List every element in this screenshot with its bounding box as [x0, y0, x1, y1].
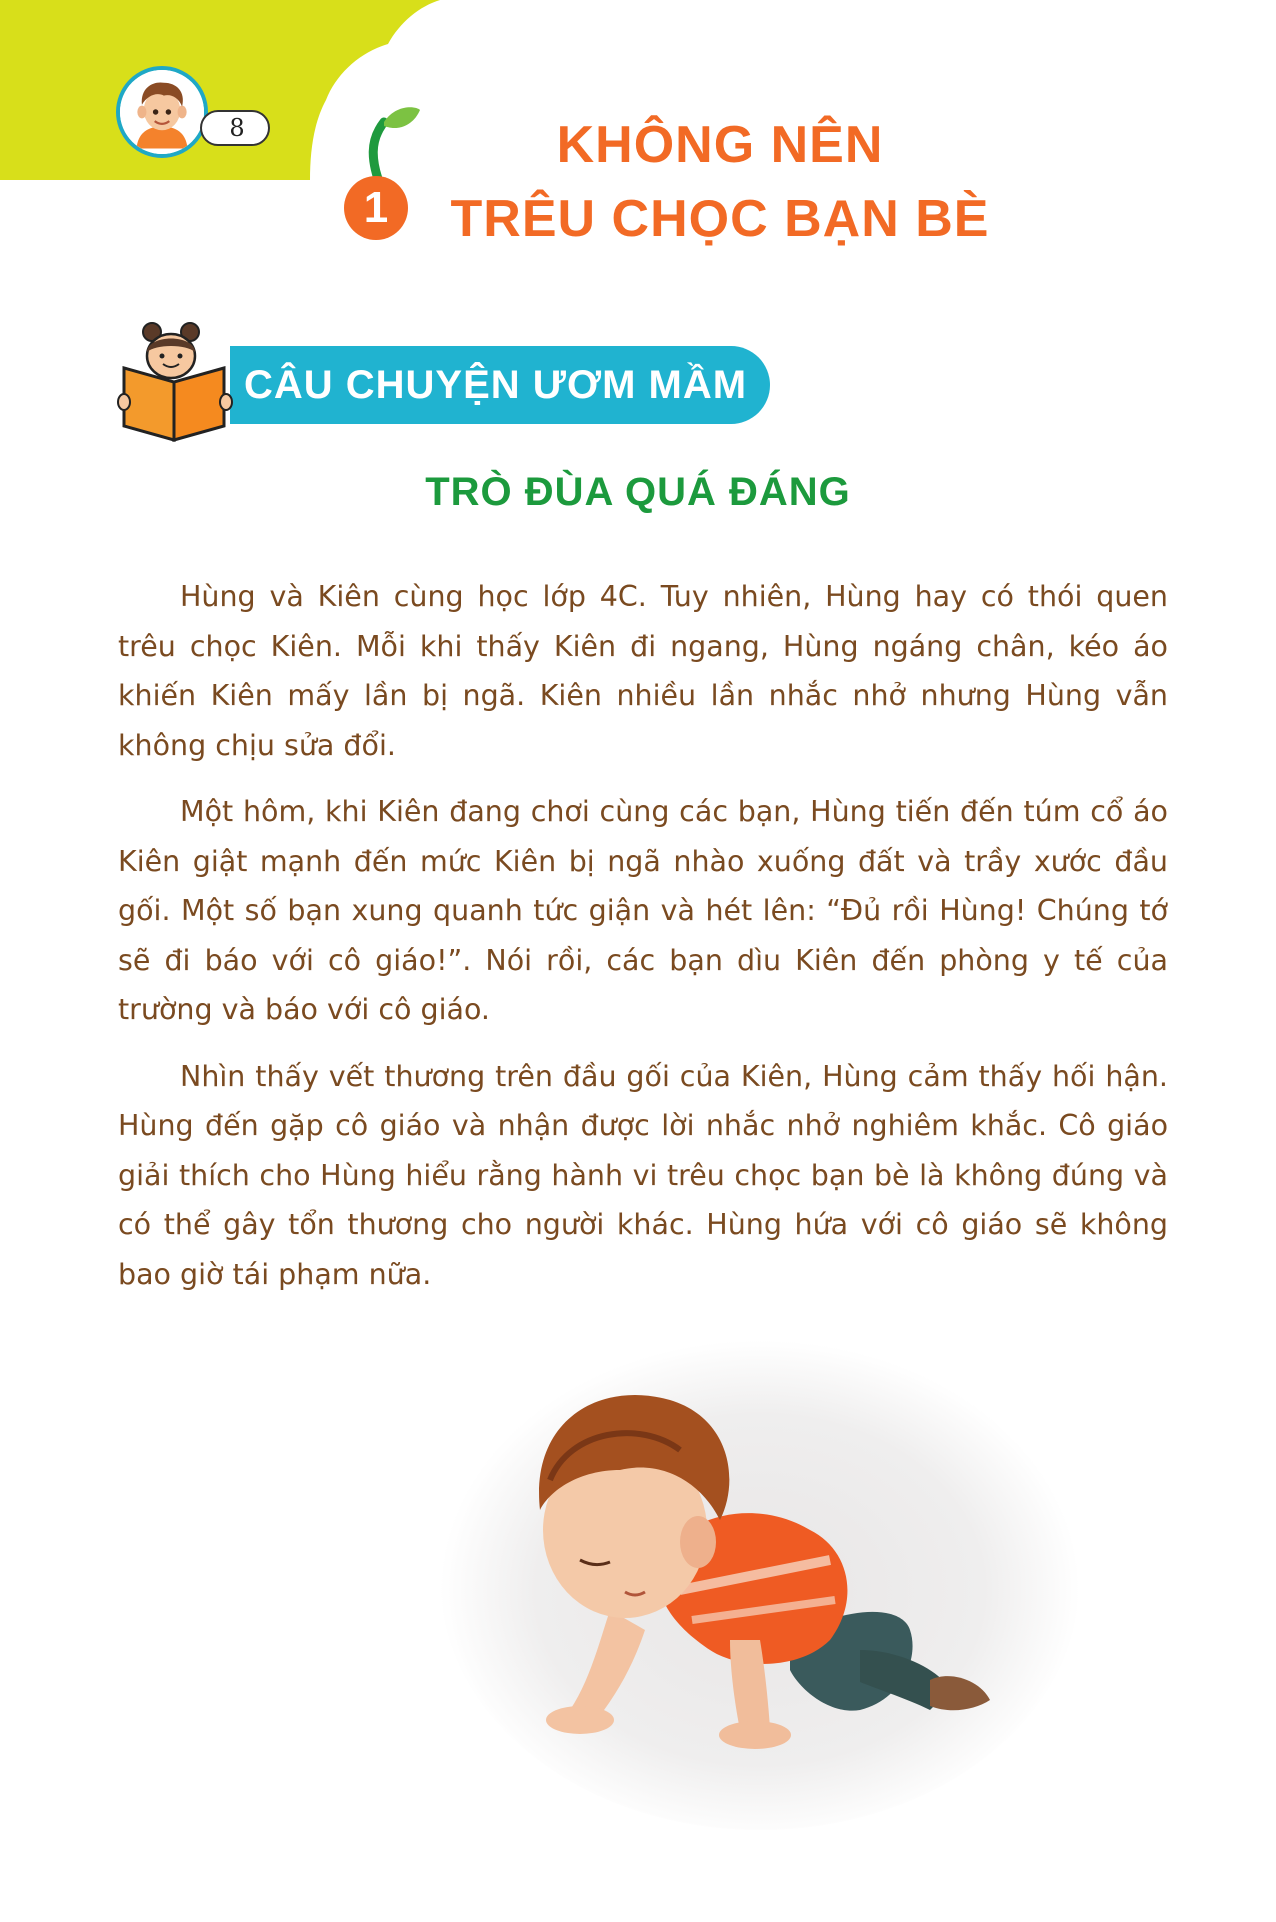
story-body: [118, 572, 1168, 1316]
lesson-title-line-2: TRÊU CHỌC BẠN BÈ: [450, 190, 990, 248]
story-paragraph-3: Nhìn thấy vết thương trên đầu gối của Kiên, Hùng cảm thấy hối hận. Hùng đến gặp cô giáo và nhận được lời nhắc nhở nghiêm khắc. Cô giáo giải thích cho Hùng hiểu rằng hành vi trêu chọc bạn bè là không đúng và có thể gây tổn thương cho người khác. Hùng hứa với cô giáo sẽ không bao giờ tái phạm nữa.: [118, 1059, 1168, 1291]
lesson-number: 1: [363, 183, 389, 232]
fallen-boy-illustration: [430, 1310, 1090, 1830]
lesson-title: [440, 108, 1000, 256]
lesson-title-line-1: KHÔNG NÊN: [556, 116, 884, 174]
story-title: TRÒ ĐÙA QUÁ ĐÁNG: [425, 470, 851, 514]
boy-avatar-icon: [116, 66, 208, 158]
section-label: CÂU CHUYỆN ƯƠM MẦM: [244, 363, 748, 407]
story-paragraph-2: Một hôm, khi Kiên đang chơi cùng các bạn, Hùng tiến đến túm cổ áo Kiên giật mạnh đến mức Kiên bị ngã nhào xuống đất và trầy xước đầu gối. Một số bạn xung quanh tức giận và hét lên: “Đủ rồi Hùng! Chúng tớ sẽ đi báo với cô giáo!”. Nói rồi, các bạn dìu Kiên đến phòng y tế của trường và báo với cô giáo.: [118, 795, 1168, 1026]
page-number: 8: [229, 114, 245, 142]
girl-reading-book-icon: [116, 322, 240, 444]
story-paragraph-1: Hùng và Kiên cùng học lớp 4C. Tuy nhiên, Hùng hay có thói quen trêu chọc Kiên. Mỗi khi thấy Kiên đi ngang, Hùng ngáng chân, kéo áo khiến Kiên mấy lần bị ngã. Kiên nhiều lần nhắc nhở nhưng Hùng vẫn không chịu sửa đổi.: [118, 580, 1168, 762]
